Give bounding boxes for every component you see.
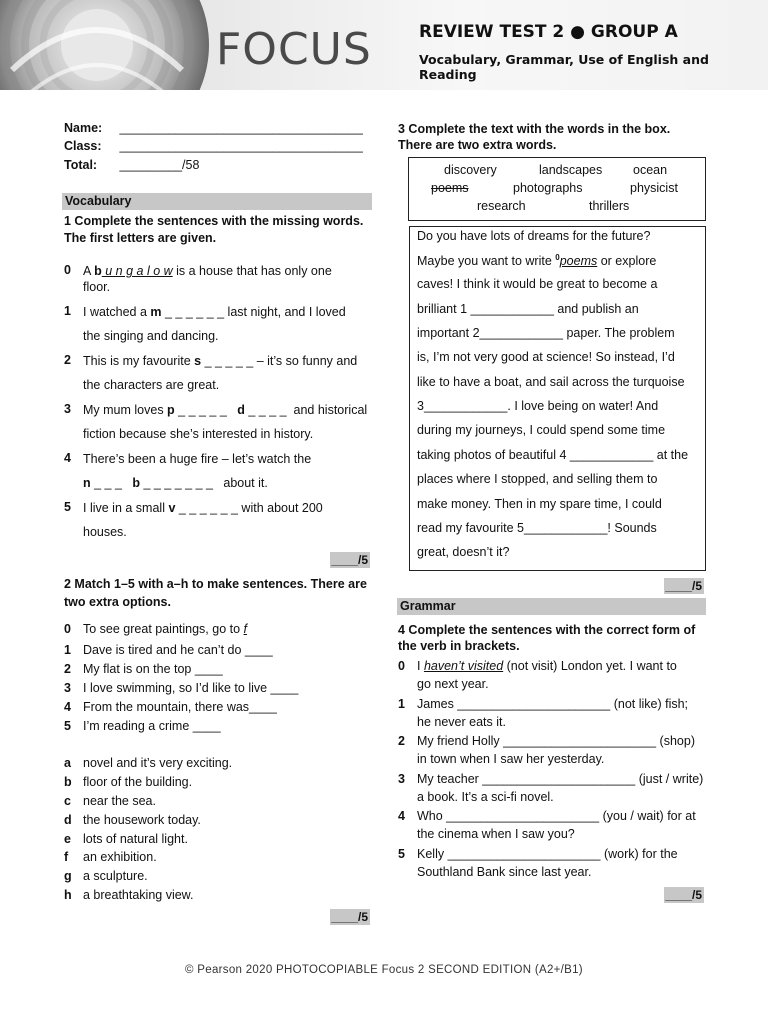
ex2-item-5: 5 I’m reading a crime ____ <box>64 719 221 733</box>
ex4-item-3: 3 My teacher ______________________ (just / write) a book. It’s a sci-fi novel. <box>398 772 704 804</box>
gap-3[interactable]: 3____________. I love being on water! And <box>417 399 659 413</box>
ex2-option-d: d the housework today. <box>64 813 201 827</box>
ex1-item-0: 0 A b u n g a l o w is a house that has only one floor. <box>64 263 332 294</box>
word-box-item: thrillers <box>589 199 630 213</box>
ex4-instruction-cont: the verb in brackets. <box>398 639 520 653</box>
ex4-score-box[interactable]: ____/5 <box>665 888 702 902</box>
text-line: places where I stopped, and selling them to <box>417 472 658 486</box>
text-line: read my favourite 5____________! Sounds <box>417 521 657 535</box>
ex1-item-5: 5 I live in a small v _ _ _ _ _ _ with about 200 houses. <box>64 500 323 539</box>
ex2-option-f: f an exhibition. <box>64 850 157 864</box>
ex4-item-4: 4 Who ______________________ (you / wait) for at the cinema when I saw you? <box>398 809 696 841</box>
name-row <box>64 121 363 135</box>
ex2-item-1: 1 Dave is tired and he can’t do ____ <box>64 643 273 657</box>
word-box-item: landscapes <box>539 163 603 177</box>
ex2-option-e: e lots of natural light. <box>64 832 188 846</box>
gap-5[interactable]: 5____________! Sounds <box>517 521 657 535</box>
ex1-item-1: 1 I watched a m _ _ _ _ _ _ last night, and I loved the singing and dancing. <box>64 304 346 343</box>
text-line: important 2____________ paper. The problem <box>417 326 675 340</box>
word-box-item: ocean <box>633 163 668 177</box>
ex1-item-4: 4 There’s been a huge fire – let’s watch the n _ _ _ b _ _ _ _ _ _ _ about it. <box>64 451 312 490</box>
ex2-item-3: 3 I love swimming, so I’d like to live ____ <box>64 681 299 695</box>
total-label: Total: <box>64 158 98 172</box>
brand-logo-text: FOCUS <box>216 24 372 75</box>
text-line: brilliant 1 ____________ and publish an <box>417 302 639 316</box>
name-field[interactable]: ___________________________________ <box>119 121 363 135</box>
name-label: Name: <box>64 121 103 135</box>
total-field[interactable]: _________/58 <box>119 158 200 172</box>
ex2-option-h: h a breathtaking view. <box>64 888 194 902</box>
ex2-item-0: 0 To see great paintings, go to f <box>64 622 248 636</box>
ex4-item-2: 2 My friend Holly ______________________ (shop) in town when I saw her yesterday. <box>398 734 695 766</box>
ex4-item-0: 0 I haven’t visited (not visit) London yet. I want to go next year. <box>398 659 677 691</box>
ex3-instruction: 3 Complete the text with the words in the box. <box>398 122 671 136</box>
ex1-item-3: 3 My mum loves p _ _ _ _ _ d _ _ _ _ and historical fiction because she’s interested in history. <box>64 402 368 441</box>
ex4-item-5: 5 Kelly ______________________ (work) for the Southland Bank since last year. <box>398 847 678 879</box>
text-line: caves! I think it would be great to become a <box>417 277 658 291</box>
ex2-instruction-cont: two extra options. <box>64 595 171 609</box>
text-line: during my journeys, I could spend some time <box>417 423 666 437</box>
ex2-option-c: c near the sea. <box>64 794 156 808</box>
text-line: Do you have lots of dreams for the future? <box>417 229 651 243</box>
page-header <box>0 0 768 90</box>
text-line: great, doesn’t it? <box>417 545 510 559</box>
page-footer: © Pearson 2020 PHOTOCOPIABLE Focus 2 SECOND EDITION (A2+/B1) <box>185 964 583 976</box>
text-line: is, I’m not very good at science! So instead, I’d <box>417 350 675 364</box>
ex4-instruction: 4 Complete the sentences with the correct form of <box>398 623 696 637</box>
test-title: REVIEW TEST 2 ● GROUP A <box>419 22 678 42</box>
gap-2[interactable]: 2____________ paper. The problem <box>472 326 675 340</box>
ex3-instruction-cont: There are two extra words. <box>398 138 557 152</box>
ex1-instruction: 1 Complete the sentences with the missing words. <box>64 214 364 228</box>
class-row <box>64 139 363 153</box>
focus-swirl-logo-icon <box>0 0 212 90</box>
text-line: like to have a boat, and sail across the turquoise <box>417 375 685 389</box>
total-row <box>64 158 199 172</box>
class-field[interactable]: ___________________________________ <box>119 139 363 153</box>
ex2-item-4: 4 From the mountain, there was____ <box>64 700 277 714</box>
word-box-item: research <box>477 199 526 213</box>
word-box-item: photographs <box>513 181 583 195</box>
gap-1[interactable]: 1 ____________ and publish an <box>460 302 639 316</box>
ex4-item-1: 1 James ______________________ (not like) fish; he never eats it. <box>398 697 689 729</box>
ex1-score-box[interactable]: ____/5 <box>331 553 368 567</box>
ex1-item-2: 2 This is my favourite s _ _ _ _ _ – it’s so funny and the characters are great. <box>64 353 358 392</box>
text-line <box>417 399 658 413</box>
grammar-heading: Grammar <box>397 598 706 615</box>
test-subtitle: Vocabulary, Grammar, Use of English and Reading <box>419 52 709 82</box>
ex2-option-g: g a sculpture. <box>64 869 148 883</box>
class-label: Class: <box>64 139 102 153</box>
vocabulary-heading: Vocabulary <box>62 193 372 210</box>
word-box-item-crossed: poems <box>431 181 469 195</box>
word-box-item: discovery <box>444 163 497 177</box>
ex2-item-2: 2 My flat is on the top ____ <box>64 662 223 676</box>
text-line: Maybe you want to write $^0$poems or explore <box>417 253 657 269</box>
ex2-score-box[interactable]: ____/5 <box>331 910 368 924</box>
ex2-option-b: b floor of the building. <box>64 775 193 789</box>
ex1-instruction-cont: The first letters are given. <box>64 231 217 245</box>
reading-text-box <box>409 226 706 571</box>
ex2-option-a: a novel and it’s very exciting. <box>64 756 233 770</box>
word-box-item: physicist <box>630 181 678 195</box>
ex3-score-box[interactable]: ____/5 <box>665 579 702 593</box>
word-box <box>408 157 706 221</box>
text-line: taking photos of beautiful 4 ____________ at the <box>417 448 689 462</box>
gap-4[interactable]: 4 ____________ at the <box>559 448 689 462</box>
text-line: make money. Then in my spare time, I could <box>417 497 662 511</box>
ex2-instruction: 2 Match 1–5 with a–h to make sentences. There are <box>64 577 367 591</box>
